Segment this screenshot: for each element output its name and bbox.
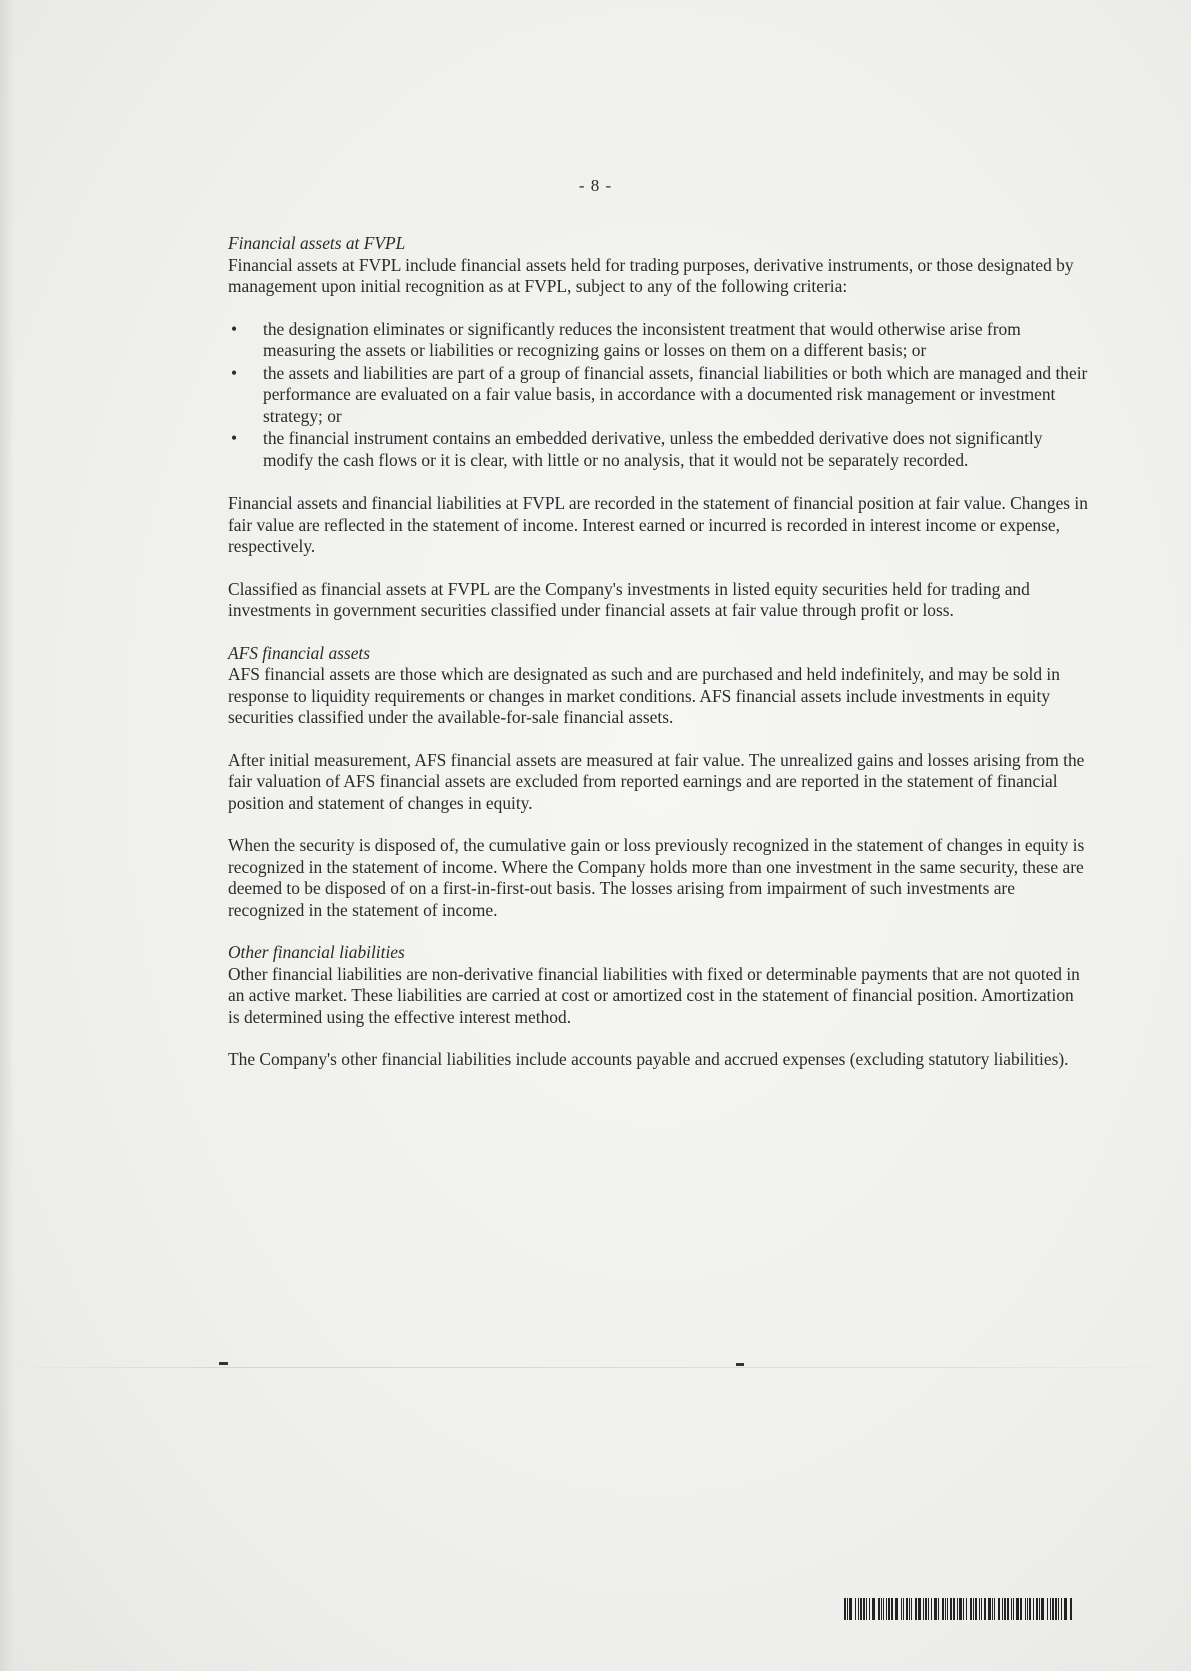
barcode-bar <box>883 1598 884 1620</box>
barcode-bar <box>886 1598 887 1620</box>
barcode-bar <box>988 1598 991 1620</box>
barcode-bar <box>915 1598 917 1620</box>
barcode-bar <box>963 1598 964 1620</box>
barcode-bar <box>872 1598 875 1620</box>
barcode-bar <box>1052 1598 1054 1620</box>
barcode-bar <box>1027 1598 1028 1620</box>
barcode-bar <box>909 1598 910 1620</box>
heading-afs-financial-assets: AFS financial assets <box>228 642 371 663</box>
document-body <box>228 233 1088 1071</box>
barcode-bar <box>1033 1598 1034 1620</box>
barcode-bar <box>957 1598 958 1620</box>
barcode-bar <box>959 1598 962 1620</box>
page-number: - 8 - <box>578 176 613 195</box>
barcode-bar <box>1016 1598 1019 1620</box>
bullet-icon: • <box>231 318 238 339</box>
fvpl-classification-paragraph: Classified as financial assets at FVPL are the Company's investments in listed equity securities held for trading and investments in government securities classified under financial assets at fair value through profit or loss. <box>228 578 1030 620</box>
barcode-bar <box>931 1598 932 1620</box>
barcode-bar <box>1004 1598 1006 1620</box>
barcode-bar <box>891 1598 893 1620</box>
barcode-bar <box>911 1598 912 1620</box>
barcode-bar <box>923 1598 924 1620</box>
barcode-bar <box>981 1598 982 1620</box>
barcode-bar <box>953 1598 955 1620</box>
barcode-bar <box>992 1598 993 1620</box>
barcode-bar <box>849 1598 852 1620</box>
afs-disposal-paragraph: When the security is disposed of, the cumulative gain or loss previously recognized in the statement of changes in equity is recognized in the statement of income. Where the Company holds more than one investment in the same security, these are deemed to be disposed of on a first-in-first-out basis. The losses arising from impairment of such investments are recognized in the statement of income. <box>228 835 1085 920</box>
barcode-bar <box>966 1598 967 1620</box>
barcode-bar <box>858 1598 859 1620</box>
barcode-bar <box>1013 1598 1014 1620</box>
barcode-bar <box>903 1598 904 1620</box>
barcode-bar <box>984 1598 986 1620</box>
barcode-bar <box>1041 1598 1044 1620</box>
barcode-bar <box>945 1598 946 1620</box>
barcode-bar <box>998 1598 1000 1620</box>
barcode-bar <box>1029 1598 1031 1620</box>
afs-definition-paragraph: AFS financial assets are those which are designated as such and are purchased and held indefinitely, and may be sold in response to liquidity requirements or changes in market conditions. AFS financial assets include investments in equity securities classified under the available-for-sale financial assets. <box>228 664 1060 727</box>
fvpl-recording-paragraph: Financial assets and financial liabilities at FVPL are recorded in the statement of financial position at fair value. Changes in fair value are reflected in the statement of income. Interest earned or incurred is recorded in interest income or expense, respectively. <box>228 493 1088 556</box>
barcode-bar <box>973 1598 974 1620</box>
barcode-bar <box>869 1598 870 1620</box>
list-item-text: the financial instrument contains an embedded derivative, unless the embedded derivative does not significantly modify the cash flows or it is clear, with little or no analysis, that it would not be separately recorded. <box>263 428 1043 470</box>
barcode-bar <box>925 1598 927 1620</box>
barcode-bar <box>994 1598 995 1620</box>
bullet-icon: • <box>231 362 238 383</box>
list-item <box>228 319 1088 362</box>
heading-financial-assets-fvpl: Financial assets at FVPL <box>228 233 406 253</box>
barcode-bar <box>1007 1598 1009 1620</box>
barcode-bar <box>1039 1598 1040 1620</box>
other-liabilities-composition-paragraph: The Company's other financial liabilities include accounts payable and accrued expenses (excluding statutory liabilities). <box>228 1049 1069 1069</box>
scan-mark-center <box>736 1363 744 1366</box>
list-item-text: the designation eliminates or significantly reduces the inconsistent treatment that would otherwise arise from measuring the assets or liabilities or recognizing gains or losses on them on a different basis; or <box>263 318 1021 360</box>
barcode-bar <box>1002 1598 1003 1620</box>
other-liabilities-definition-paragraph: Other financial liabilities are non-derivative financial liabilities with fixed or determinable payments that are not quoted in an active market. These liabilities are carried at cost or amortized cost in the statement of financial position. Amortization is determined using the effective interest method. <box>228 963 1080 1027</box>
barcode-bar <box>863 1598 865 1620</box>
barcode-bar <box>1064 1598 1067 1620</box>
barcode-bar <box>938 1598 939 1620</box>
barcode-bar <box>906 1598 908 1620</box>
barcode-bar <box>950 1598 952 1620</box>
scan-mark-left <box>219 1362 228 1365</box>
barcode-bar <box>928 1598 929 1620</box>
barcode-bar <box>888 1598 890 1620</box>
barcode-bar <box>1047 1598 1048 1620</box>
barcode-bar <box>860 1598 862 1620</box>
barcode-bar <box>1025 1598 1026 1620</box>
barcode-bar <box>970 1598 972 1620</box>
barcode-bar <box>918 1598 921 1620</box>
barcode-bar <box>1070 1598 1072 1620</box>
barcode-bar <box>895 1598 898 1620</box>
barcode-bar <box>942 1598 944 1620</box>
list-item-text: the assets and liabilities are part of a group of financial assets, financial liabilities or both which are managed and their performance are evaluated on a fair value basis, in accordance with a documented risk management or investment strategy; or <box>263 362 1088 426</box>
bullet-icon: • <box>231 428 238 448</box>
barcode-bar <box>901 1598 902 1620</box>
barcode-bar <box>1055 1598 1057 1620</box>
barcode-bar <box>1036 1598 1038 1620</box>
barcode-bar <box>947 1598 948 1620</box>
afs-measurement-paragraph: After initial measurement, AFS financial assets are measured at fair value. The unrealized gains and losses arising from the fair valuation of AFS financial assets are excluded from reported earnings and are reported in the statement of financial position and statement of changes in equity. <box>228 749 1085 813</box>
barcode-bar <box>844 1598 846 1620</box>
heading-other-financial-liabilities: Other financial liabilities <box>228 942 405 962</box>
barcode-bar <box>847 1598 848 1620</box>
barcode-bar <box>1061 1598 1062 1620</box>
barcode-bar <box>934 1598 937 1620</box>
barcode <box>844 1598 1071 1620</box>
list-item <box>228 428 1088 471</box>
barcode-bar <box>855 1598 856 1620</box>
scan-fold-line <box>0 1367 1191 1368</box>
barcode-bar <box>1020 1598 1022 1620</box>
barcode-bar <box>878 1598 880 1620</box>
barcode-bar <box>881 1598 882 1620</box>
barcode-bar <box>1058 1598 1059 1620</box>
barcode-bar <box>1050 1598 1051 1620</box>
scan-edge-shadow <box>0 0 14 1671</box>
fvpl-criteria-list <box>228 319 1088 472</box>
barcode-bar <box>975 1598 977 1620</box>
barcode-bar <box>1011 1598 1012 1620</box>
barcode-bar <box>866 1598 867 1620</box>
list-item <box>228 363 1088 428</box>
fvpl-intro-paragraph: Financial assets at FVPL include financial assets held for trading purposes, derivative instruments, or those designated by management upon initial recognition as at FVPL, subject to any of the following criteria: <box>228 254 1074 296</box>
barcode-bar <box>979 1598 980 1620</box>
